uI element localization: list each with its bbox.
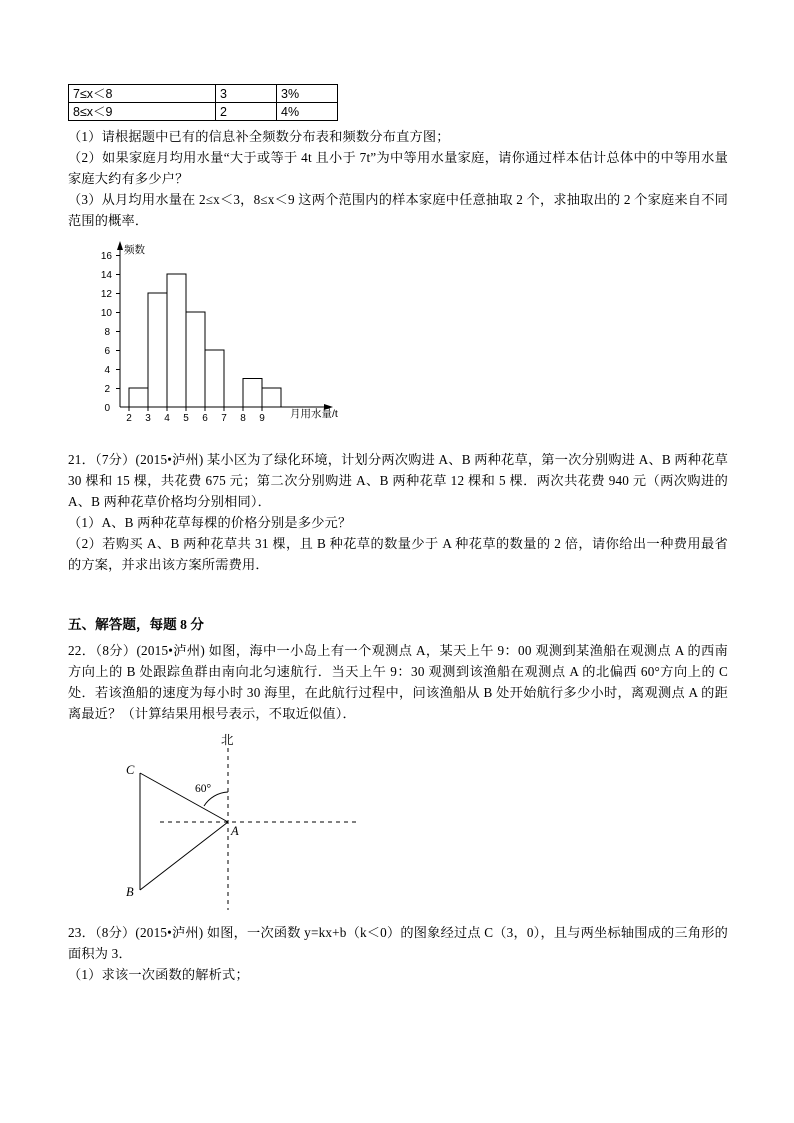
table-row: [69, 103, 338, 121]
q20-item-2: （2）如果家庭月均用水量“大于或等于 4t 且小于 7t”为中等用水量家庭，请你通过样本估计总体中的中等用水量家庭大约有多少户？: [68, 150, 728, 186]
table-cell-range: 7≤x＜8: [69, 85, 216, 103]
label-c: C: [126, 763, 135, 777]
q20-item-1: （1）请根据题中已有的信息补全频数分布表和频数分布直方图；: [68, 129, 450, 144]
page-content: [68, 84, 728, 985]
y-tick-8: 8: [104, 327, 110, 338]
bar-8: [243, 379, 262, 408]
q23-item-1: （1）求该一次函数的解析式；: [68, 967, 249, 982]
label-a: A: [231, 824, 239, 838]
navigation-diagram-svg: [68, 730, 398, 920]
table-row: [69, 85, 338, 103]
x-tick-9: 9: [259, 413, 265, 424]
q22-figure: [68, 730, 728, 922]
bar-6: [205, 350, 224, 407]
table-cell-percent: 4%: [277, 103, 338, 121]
histogram-svg: [72, 239, 472, 444]
y-axis-label: 频数: [124, 244, 145, 256]
bar-3: [148, 293, 167, 407]
q22-stem: 22．（8分）(2015•泸州) 如图，海中一小岛上有一个观测点 A，某天上午 9：00 观测到某渔船在观测点 A 的西南方向上的 B 处跟踪鱼群由南向北匀速航行．当天上午 9：30 观测到该渔船在观测点 A 的北偏西 60°方向上的 C 处．若该渔船的速度为每小时 30 海里，在此航行过程中，问该渔船从 B 处开始航行多少小时，离观测点 A 的距离最近？（计算结果用根号表示，不取近似值）．: [68, 643, 728, 721]
q21-stem: 21．（7分）(2015•泸州) 某小区为了绿化环境，计划分两次购进 A、B 两种花草，第一次分别购进 A、B 两种花草 30 棵和 15 棵，共花费 675 元；第二次分别购进 A、B 两种花草 12 棵和 5 棵．两次共花费 940 元（两次购进的 A、B 两种花草价格均分别相同）．: [68, 452, 728, 509]
x-tick-2: 2: [126, 413, 132, 424]
section-title-5: 五、解答题，每题 8 分: [68, 617, 204, 632]
q20-item-3: （3）从月均用水量在 2≤x＜3，8≤x＜9 这两个范围内的样本家庭中任意抽取 2 个，求抽取出的 2 个家庭来自不同范围的概率．: [68, 192, 728, 228]
q21-item-1: （1）A、B 两种花草每棵的价格分别是多少元？: [68, 515, 352, 530]
y-tick-4: 4: [104, 365, 110, 376]
label-north: 北: [221, 733, 234, 747]
bar-5: [186, 312, 205, 407]
label-b: B: [126, 885, 134, 899]
frequency-table: [68, 84, 338, 121]
y-tick-0: 0: [104, 403, 110, 414]
y-tick-16: 16: [100, 251, 112, 262]
x-tick-3: 3: [145, 413, 151, 424]
bar-9: [262, 388, 281, 407]
x-axis-label: 月用水量/t: [290, 408, 338, 420]
table-cell-frequency: 3: [216, 85, 277, 103]
y-tick-14: 14: [100, 270, 112, 281]
bar-2: [129, 388, 148, 407]
x-tick-8: 8: [240, 413, 246, 424]
frequency-histogram: [72, 239, 728, 449]
y-tick-10: 10: [100, 308, 112, 319]
table-cell-frequency: 2: [216, 103, 277, 121]
bar-4: [167, 274, 186, 407]
table-cell-percent: 3%: [277, 85, 338, 103]
y-tick-12: 12: [100, 289, 112, 300]
y-tick-2: 2: [104, 384, 110, 395]
y-tick-6: 6: [104, 346, 110, 357]
x-tick-7: 7: [221, 413, 227, 424]
q21-item-2: （2）若购买 A、B 两种花草共 31 棵，且 B 种花草的数量少于 A 种花草的数量的 2 倍，请你给出一种费用最省的方案，并求出该方案所需费用．: [68, 536, 728, 572]
x-tick-4: 4: [164, 413, 170, 424]
x-tick-6: 6: [202, 413, 208, 424]
table-cell-range: 8≤x＜9: [69, 103, 216, 121]
q23-stem: 23．（8分）(2015•泸州) 如图，一次函数 y=kx+b（k＜0）的图象经过点 C（3，0），且与两坐标轴围成的三角形的面积为 3．: [68, 925, 728, 961]
label-angle: 60°: [195, 783, 212, 795]
x-tick-5: 5: [183, 413, 189, 424]
